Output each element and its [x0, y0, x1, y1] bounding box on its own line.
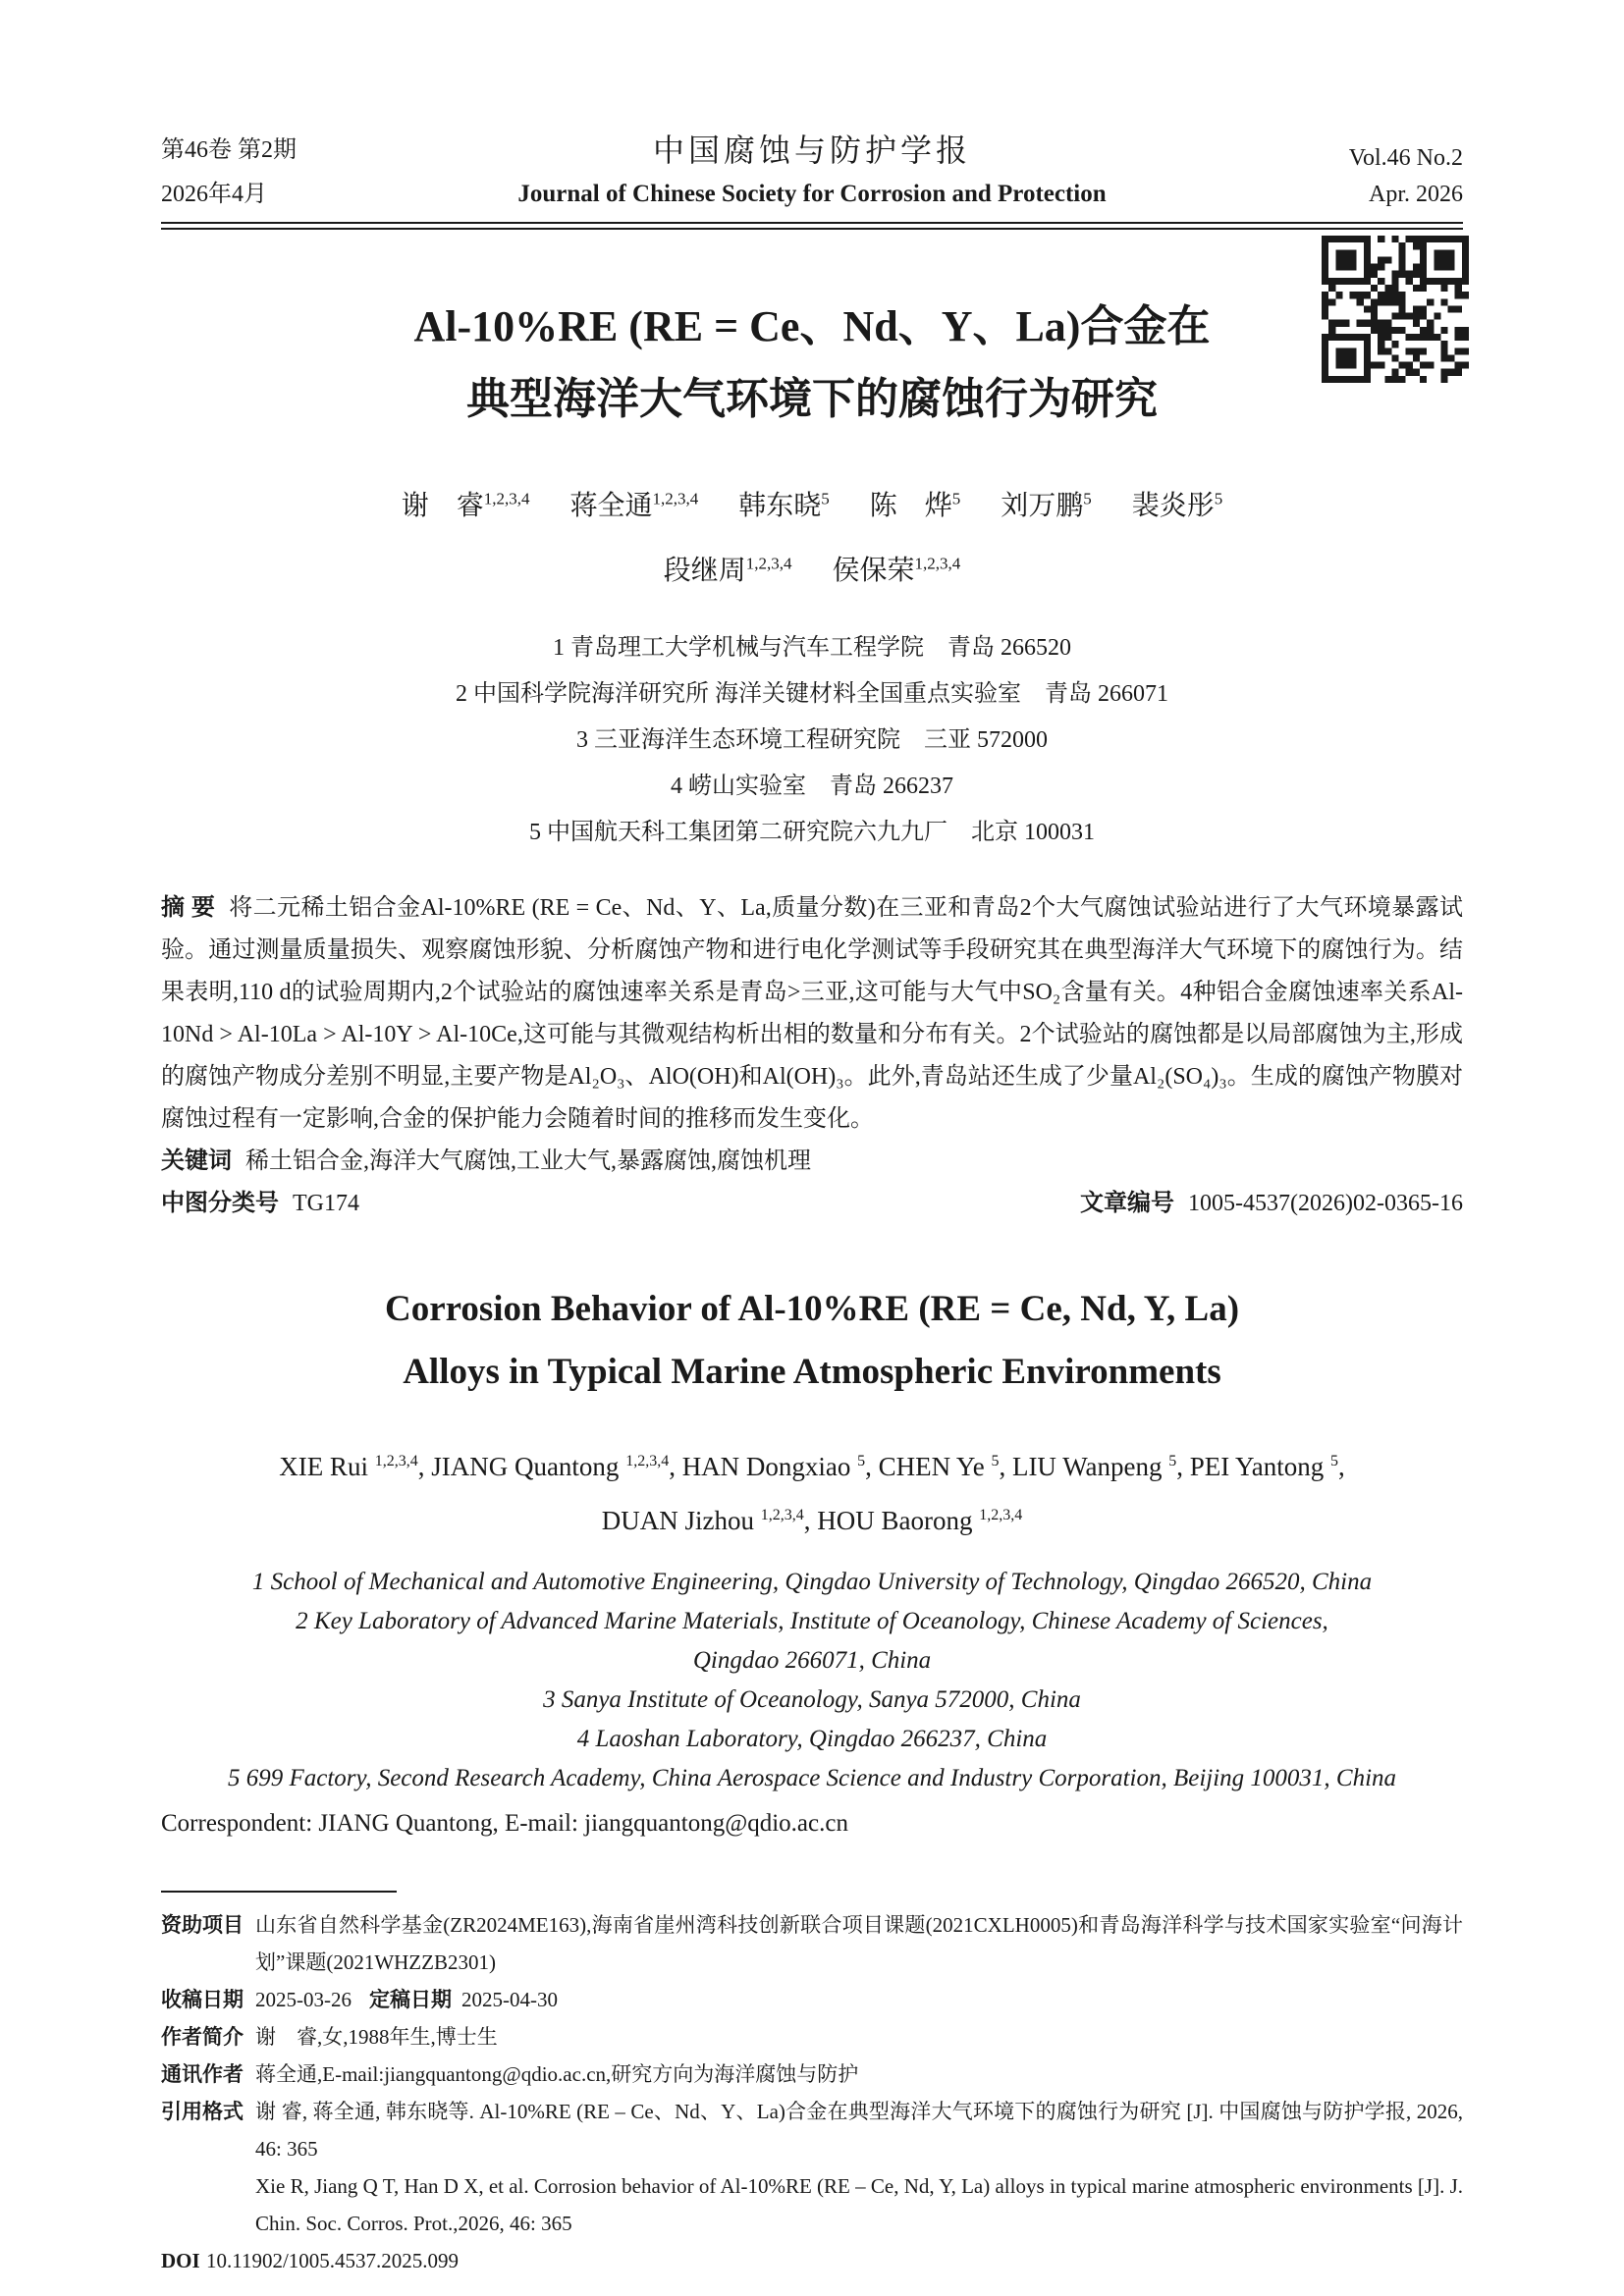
journal-name-cn: 中国腐蚀与防护学报: [652, 133, 971, 168]
affiliation-line: Qingdao 266071, China: [692, 1646, 932, 1674]
article-title-cn: [161, 291, 1463, 436]
citation-en: Xie R, Jiang Q T, Han D X, et al. Corrosion behavior of Al-10%RE (RE – Ce, Nd, Y, La) alloys in typical marine atmospheric environments [J]. J. Chin. Soc. Corros. Prot.,2026, 46: 365: [255, 2173, 1463, 2235]
received-value: 2025-03-26 定稿日期 2025-04-30: [255, 1987, 558, 2011]
author-name: 刘万鹏$^5$: [1001, 490, 1092, 522]
affiliation-line: 5 699 Factory, Second Research Academy, China Aerospace Science and Industry Corporation, Beijing 100031, China: [227, 1764, 1397, 1791]
article-title-en-line2: Alloys in Typical Marine Atmospheric Environments: [403, 1351, 1221, 1392]
affiliations-en: [161, 1563, 1463, 1798]
author-name: 谢 睿$^{1,2,3,4}$: [401, 490, 530, 522]
header-double-rule: [161, 222, 1463, 230]
affiliation-line: 3 三亚海洋生态环境工程研究院 三亚 572000: [576, 726, 1048, 753]
affiliation-line: 4 崂山实验室 青岛 266237: [671, 773, 953, 799]
citation-label: 引用格式: [161, 2099, 244, 2123]
fund-note: [161, 1906, 1463, 1981]
article-title-cn-line2: 典型海洋大气环境下的腐蚀行为研究: [466, 375, 1158, 423]
author-affil-sup: 5: [821, 490, 830, 508]
clc-label: 中图分类号: [161, 1190, 279, 1216]
abstract: [161, 887, 1463, 1141]
date-en: Apr. 2026: [1369, 182, 1463, 207]
author-name: XIE Rui $^{1,2,3,4}$,: [279, 1451, 432, 1481]
affiliation-line: 2 Key Laboratory of Advanced Marine Materials, Institute of Oceanology, Chinese Academy of Sciences,: [296, 1607, 1328, 1634]
revised-value: 2025-04-30: [461, 1987, 558, 2011]
keywords-text: 稀土铝合金,海洋大气腐蚀,工业大气,暴露腐蚀,腐蚀机理: [245, 1148, 811, 1174]
affiliations-cn: [161, 625, 1463, 856]
author-name: DUAN Jizhou $^{1,2,3,4}$,: [601, 1505, 818, 1535]
journal-name: [406, 126, 1218, 208]
classification-row: [161, 1183, 1463, 1225]
author-bio-note: [161, 2018, 1463, 2056]
corresponding-label: 通讯作者: [161, 2061, 244, 2086]
citation-cn: 谢 睿, 蒋全通, 韩东晓等. Al-10%RE (RE – Ce、Nd、Y、La)合金在典型海洋大气环境下的腐蚀行为研究 [J]. 中国腐蚀与防护学报, 2026, 46: 365: [255, 2099, 1463, 2161]
revised-label: 定稿日期: [369, 1987, 452, 2011]
keywords-label: 关键词: [161, 1148, 232, 1174]
fund-text: 山东省自然科学基金(ZR2024ME163),海南省崖州湾科技创新联合项目课题(2021CXLH0005)和青岛海洋科学与技术国家实验室“问海计划”课题(2021WHZZB2301): [255, 1912, 1463, 1974]
affiliation-line: 4 Laoshan Laboratory, Qingdao 266237, China: [576, 1725, 1048, 1752]
abstract-text: 将二元稀土铝合金Al-10%RE (RE = Ce、Nd、Y、La,质量分数)在三亚和青岛2个大气腐蚀试验站进行了大气环境暴露试验。通过测量质量损失、观察腐蚀形貌、分析腐蚀产物和进行电化学测试等手段研究其在典型海洋大气环境下的腐蚀行为。结果表明,110 d的试验周期内,2个试验站的腐蚀速率关系是青岛>三亚,这可能与大气中SO₂含量有关。4种铝合金腐蚀速率关系Al-10Nd > Al-10La > Al-10Y > Al-10Ce,这可能与其微观结构析出相的数量和分布有关。2个试验站的腐蚀都是以局部腐蚀为主,形成的腐蚀产物成分差别不明显,主要产物是Al₂O₃、AlO(OH)和Al(OH)₃。此外,青岛站还生成了少量Al₂(SO₄)₃。生成的腐蚀产物膜对腐蚀过程有一定影响,合金的保护能力会随着时间的推移而发生变化。: [161, 894, 1463, 1132]
author-affil-sup: 5: [1083, 490, 1092, 508]
author-name: HAN Dongxiao $^5$,: [681, 1451, 879, 1481]
authors-en-row2: [161, 1491, 1463, 1545]
author-affil-sup: 1,2,3,4: [745, 554, 792, 573]
author-name: 侯保荣$^{1,2,3,4}$: [832, 554, 961, 586]
affiliation-line: 5 中国航天科工集团第二研究院六九九厂 北京 100031: [529, 819, 1095, 845]
author-affil-sup: 5: [951, 490, 961, 508]
affiliation-line: 3 Sanya Institute of Oceanology, Sanya 572000, China: [543, 1685, 1081, 1713]
footnotes: [161, 1906, 1463, 2279]
affiliation-line: 2 中国科学院海洋研究所 海洋关键材料全国重点实验室 青岛 266071: [456, 680, 1168, 707]
author-name: 裴炎彤$^5$: [1131, 490, 1223, 522]
article-id: 文章编号 1005-4537(2026)02-0365-16: [1080, 1190, 1463, 1216]
authors-cn-row1: [161, 471, 1463, 535]
authors-en: [161, 1437, 1463, 1545]
affiliation-line: 1 School of Mechanical and Automotive Engineering, Qingdao University of Technology, Qingdao 266520, China: [251, 1568, 1373, 1595]
abstract-label: 摘 要: [161, 894, 216, 921]
author-name: 陈 烨$^5$: [869, 490, 961, 522]
qr-code-icon: [1322, 236, 1469, 383]
corresponding-text: 蒋全通,E-mail:jiangquantong@qdio.ac.cn,研究方向为海洋腐蚀与防护: [255, 2061, 859, 2086]
clc-number: 中图分类号 TG174: [161, 1190, 359, 1216]
author-name: HOU Baorong $^{1,2,3,4}$: [817, 1505, 1023, 1535]
corresponding-author-note: [161, 2056, 1463, 2093]
journal-header: [161, 126, 1463, 208]
author-name: 蒋全通$^{1,2,3,4}$: [569, 490, 699, 522]
author-name: LIU Wanpeng $^5$,: [1011, 1451, 1190, 1481]
volume-issue-en: Vol.46 No.2: [1348, 145, 1463, 171]
author-affil-sup: 1,2,3,4: [483, 490, 530, 508]
bio-label: 作者简介: [161, 2024, 244, 2049]
article-title-cn-line1: Al-10%RE (RE = Ce、Nd、Y、La)合金在: [413, 302, 1211, 350]
correspondent-line: Correspondent: JIANG Quantong, E-mail: jiangquantong@qdio.ac.cn: [161, 1809, 848, 1837]
doi-note: [161, 2242, 1463, 2279]
author-name: PEI Yantong $^5$,: [1189, 1451, 1345, 1481]
date-cn: 2026年4月: [161, 182, 267, 207]
received-label: 收稿日期: [161, 1987, 244, 2011]
author-name: 段继周$^{1,2,3,4}$: [663, 554, 792, 586]
author-affil-sup: 1,2,3,4: [652, 490, 699, 508]
citation-note: [161, 2093, 1463, 2242]
author-name: JIANG Quantong $^{1,2,3,4}$,: [431, 1451, 682, 1481]
header-volume-issue: [161, 130, 406, 208]
author-name: CHEN Ye $^5$,: [878, 1451, 1012, 1481]
author-affil-sup: 1,2,3,4: [914, 554, 961, 573]
doi-value: 10.11902/1005.4537.2025.099: [206, 2248, 460, 2272]
citation-block: [255, 2093, 1463, 2242]
journal-name-en: Journal of Chinese Society for Corrosion and Protection: [517, 181, 1107, 207]
footnote-rule: [161, 1891, 397, 1893]
article-title-en-line1: Corrosion Behavior of Al-10%RE (RE = Ce, Nd, Y, La): [384, 1288, 1240, 1329]
bio-text: 谢 睿,女,1988年生,博士生: [255, 2024, 498, 2049]
doi-label: DOI: [161, 2248, 200, 2272]
article-id-label: 文章编号: [1080, 1190, 1175, 1216]
authors-cn-row2: [161, 535, 1463, 599]
affiliation-line: 1 青岛理工大学机械与汽车工程学院 青岛 266520: [553, 634, 1071, 661]
dates-note: [161, 1981, 1463, 2018]
author-affil-sup: 5: [1214, 490, 1223, 508]
article-title-en: [161, 1278, 1463, 1404]
fund-label: 资助项目: [161, 1912, 244, 1937]
authors-en-row1: [161, 1437, 1463, 1491]
header-volume-issue-en: [1218, 145, 1463, 208]
authors-cn: [161, 471, 1463, 600]
author-name: 韩东晓$^5$: [738, 490, 830, 522]
volume-issue-cn: 第46卷 第2期: [161, 137, 297, 163]
keywords: [161, 1141, 1463, 1183]
